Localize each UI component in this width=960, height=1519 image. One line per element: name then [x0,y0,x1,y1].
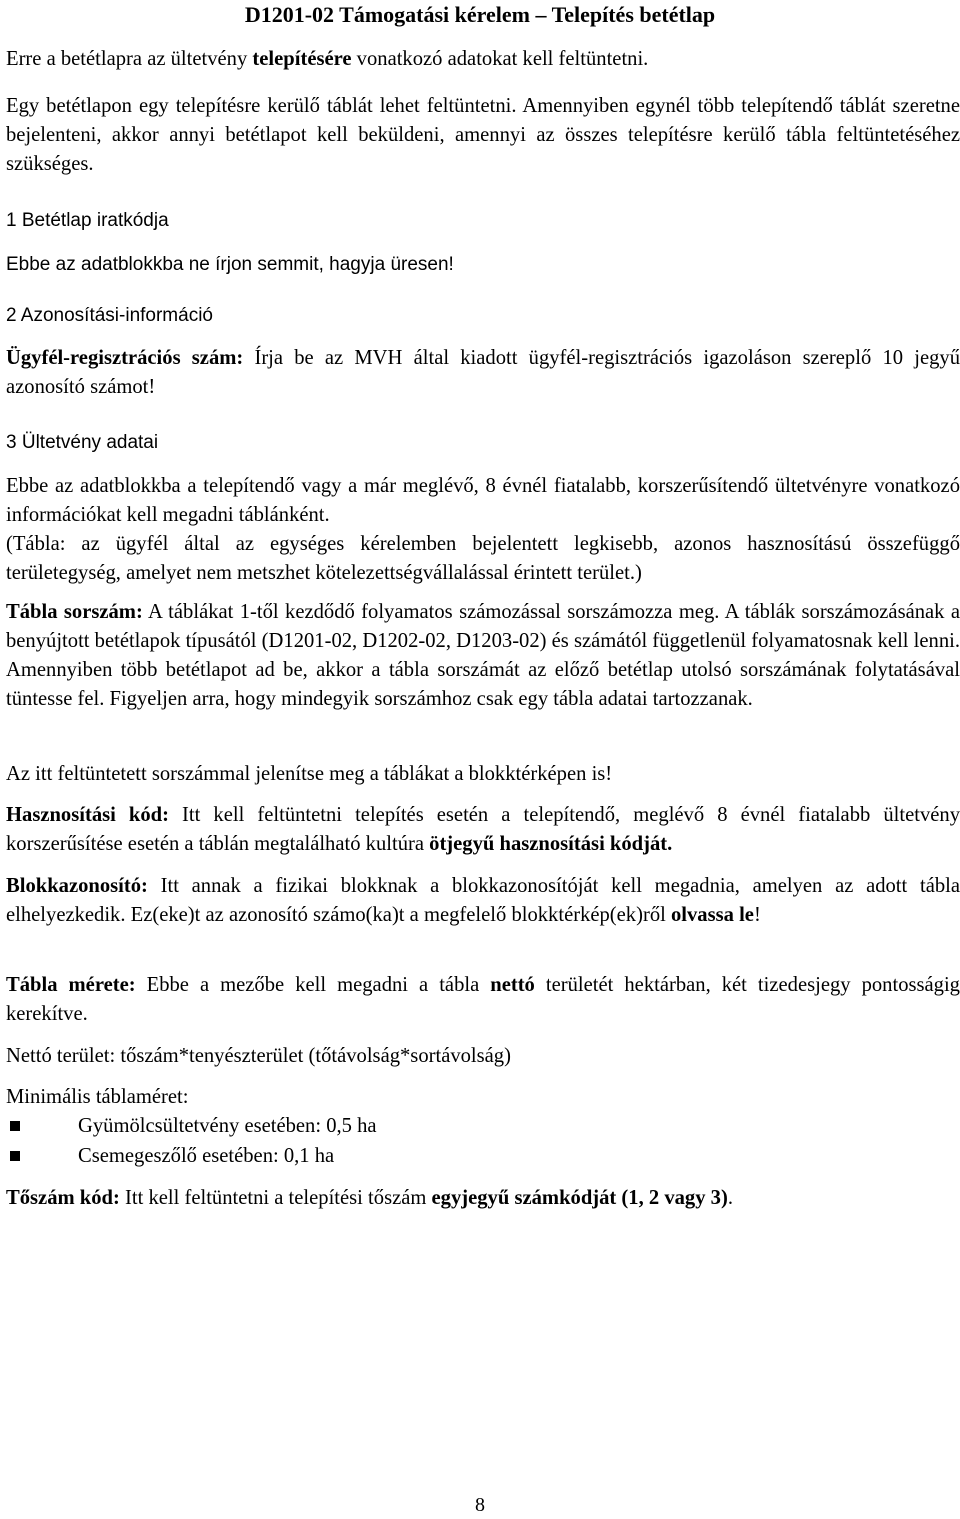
section-2-heading: 2 Azonosítási-információ [6,305,213,326]
section-1-text: Ebbe az adatblokkba ne írjon semmit, hagyja üresen! [6,254,454,275]
plant-count-emphasis: egyjegyű számkódját (1, 2 vagy 3) [431,1187,728,1209]
section-3-heading: 3 Ültetvény adatai [6,432,159,453]
table-size-paragraph [6,971,960,1029]
client-registration-text: Írja be az MVH által kiadott ügyfél-regisztrációs igazoláson szereplő 10 jegyű azonosító számot! [6,347,960,398]
section-3-table-definition: (Tábla: az ügyfél által az egységes kérelemben bejelentett legkisebb, azonos hasznosítású összefüggő területegység, amelyet nem metszhet kötelezettségvállalással érintett terület.) [6,533,960,584]
section-3-intro: Ebbe az adatblokkba a telepítendő vagy a már meglévő, 8 évnél fiatalabb, korszerűsítendő ültetvényre vonatkozó információkat kell megadni táblánként. [6,475,960,526]
block-id-paragraph [6,872,960,930]
block-id-text: Itt annak a fizikai blokknak a blokkazonosítóját kell megadnia, amelyen az adott tábla elhelyezkedik. Ez(eke)t az azonosító számo(ka)t a megfelelő blokktérkép(ek)ről [6,875,960,926]
list-item-text: Csemegeszőlő esetében: 0,1 ha [78,1145,335,1167]
plant-count-label: Tőszám kód: [6,1187,120,1209]
page-title: D1201-02 Támogatási kérelem – Telepítés betétlap [244,2,716,27]
page-number: 8 [475,1494,485,1516]
intro-emphasis: telepítésére [252,48,352,70]
list-item [6,1112,606,1142]
usage-code-emphasis: ötjegyű hasznosítási kódját. [429,833,673,855]
block-map-note: Az itt feltüntetett sorszámmal jelenítse meg a táblákat a blokktérképen is! [6,763,613,785]
intro-paragraph-1 [6,45,960,74]
square-bullet-icon [10,1121,20,1131]
intro-text: Erre a betétlapra az ültetvény [6,48,253,70]
intro-paragraph-2: Egy betétlapon egy telepítésre kerülő táblát lehet feltüntetni. Amennyiben egynél több telepítendő táblát szeretne bejelenteni, akkor annyi betétlapot kell beküldeni, amennyi az összes telepítésre kerülő tábla feltüntetéséhez szükséges. [6,95,960,175]
usage-code-paragraph [6,801,960,859]
table-size-text: Ebbe a mezőbe kell megadni a tábla [135,974,491,996]
usage-code-label: Hasznosítási kód: [6,804,169,826]
minimum-table-size-label: Minimális táblaméret: [6,1086,189,1108]
table-size-label: Tábla mérete: [6,974,136,996]
section-2-paragraph [6,344,960,402]
net-area-formula: Nettó terület: tőszám*tenyészterület (tőtávolság*sortávolság) [6,1045,511,1067]
table-number-paragraph [6,598,960,714]
plant-count-paragraph [6,1184,960,1213]
block-id-emphasis: olvassa le [670,904,754,926]
block-id-label: Blokkazonosító: [6,875,148,897]
usage-code-text: Itt kell feltüntetni telepítés esetén a telepítendő, meglévő 8 évnél fiatalabb ültetvény korszerűsítése esetén a táblán megtalálható kultúra [6,804,960,855]
section-1-heading: 1 Betétlap iratkódja [6,210,169,231]
client-registration-label: Ügyfél-regisztrációs szám: [6,347,244,369]
plant-count-text: Itt kell feltüntetni a telepítési tőszám [119,1187,432,1209]
list-item [6,1142,606,1172]
list-item-text: Gyümölcsültetvény esetében: 0,5 ha [78,1115,377,1137]
square-bullet-icon [10,1151,20,1161]
table-size-end: területét hektárban, két tizedesjegy pontosságig kerekítve. [6,974,960,1025]
plant-count-end: . [727,1187,733,1209]
block-id-end: ! [753,904,761,926]
table-number-label: Tábla sorszám: [6,601,143,623]
table-number-text: A táblákat 1-től kezdődő folyamatos számozással sorszámozza meg. A táblák sorszámozásának a benyújtott betétlapok típusától (D1201-02, D1202-02, D1203-02) és számától függetlenül folyamatosnak kell lenni. Amennyiben több betétlapot ad be, akkor a tábla sorszámát az előző betétlap utolsó sorszámának folytatásával tüntesse fel. Figyeljen arra, hogy mindegyik sorszámhoz csak egy tábla adatai tartozzanak. [6,601,960,710]
table-size-emphasis: nettó [490,974,535,996]
minimum-size-list [6,1112,606,1172]
intro-text-end: vonatkozó adatokat kell feltüntetni. [351,48,649,70]
